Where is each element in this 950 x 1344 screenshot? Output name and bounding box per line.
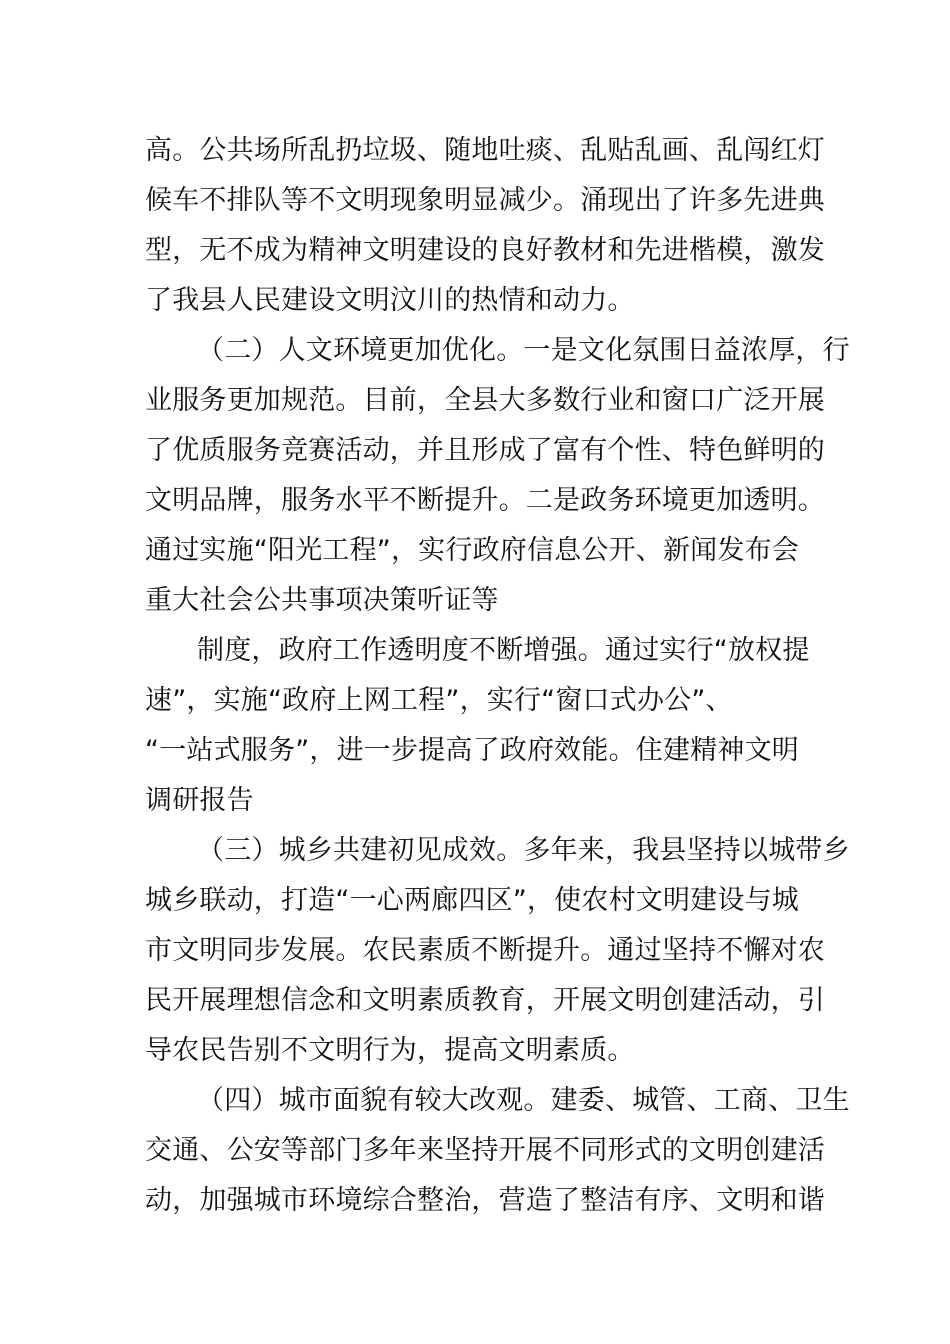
text-line: 通过实施“阳光工程”，实行政府信息公开、新闻发布会 [145, 535, 799, 566]
text-line: 交通、公安等部门多年来坚持开展不同形式的文明创建活 [145, 1135, 825, 1166]
text-line: 业服务更加规范。目前，全县大多数行业和窗口广泛开展 [145, 385, 825, 416]
text-line: 城乡联动，打造“一心两廊四区”，使农村文明建设与城 [145, 885, 799, 916]
paragraph-2-first-line: （二）人文环境更加优化。一是文化氛围日益浓厚，行 [197, 335, 850, 366]
paragraph-3-first-line: 制度，政府工作透明度不断增强。通过实行“放权提 [197, 635, 810, 666]
text-line: 型，无不成为精神文明建设的良好教材和先进楷模，激发 [145, 235, 825, 266]
text-line: 速”，实施“政府上网工程”，实行“窗口式办公”、 [145, 685, 733, 716]
text-line: “一站式服务”，进一步提高了政府效能。住建精神文明 [145, 735, 799, 766]
text-line: 了我县人民建设文明汶川的热情和动力。 [145, 285, 635, 316]
text-line: 高。公共场所乱扔垃圾、随地吐痰、乱贴乱画、乱闯红灯 [145, 135, 825, 166]
paragraph-4-first-line: （三）城乡共建初见成效。多年来，我县坚持以城带乡 [197, 835, 850, 866]
text-line: 民开展理想信念和文明素质教育，开展文明创建活动，引 [145, 985, 825, 1016]
text-line: 文明品牌，服务水平不断提升。二是政务环境更加透明。 [145, 485, 825, 516]
text-line: 市文明同步发展。农民素质不断提升。通过坚持不懈对农 [145, 935, 825, 966]
document-body [145, 126, 850, 1226]
text-line: 调研报告 [145, 785, 254, 816]
paragraph-5-first-line: （四）城市面貌有较大改观。建委、城管、工商、卫生 [197, 1085, 850, 1116]
text-line: 候车不排队等不文明现象明显减少。涌现出了许多先进典 [145, 185, 825, 216]
text-line: 了优质服务竞赛活动，并且形成了富有个性、特色鲜明的 [145, 435, 825, 466]
text-line: 重大社会公共事项决策听证等 [145, 585, 499, 616]
text-line: 动，加强城市环境综合整治，营造了整洁有序、文明和谐 [145, 1185, 825, 1216]
text-line: 导农民告别不文明行为，提高文明素质。 [145, 1035, 635, 1066]
